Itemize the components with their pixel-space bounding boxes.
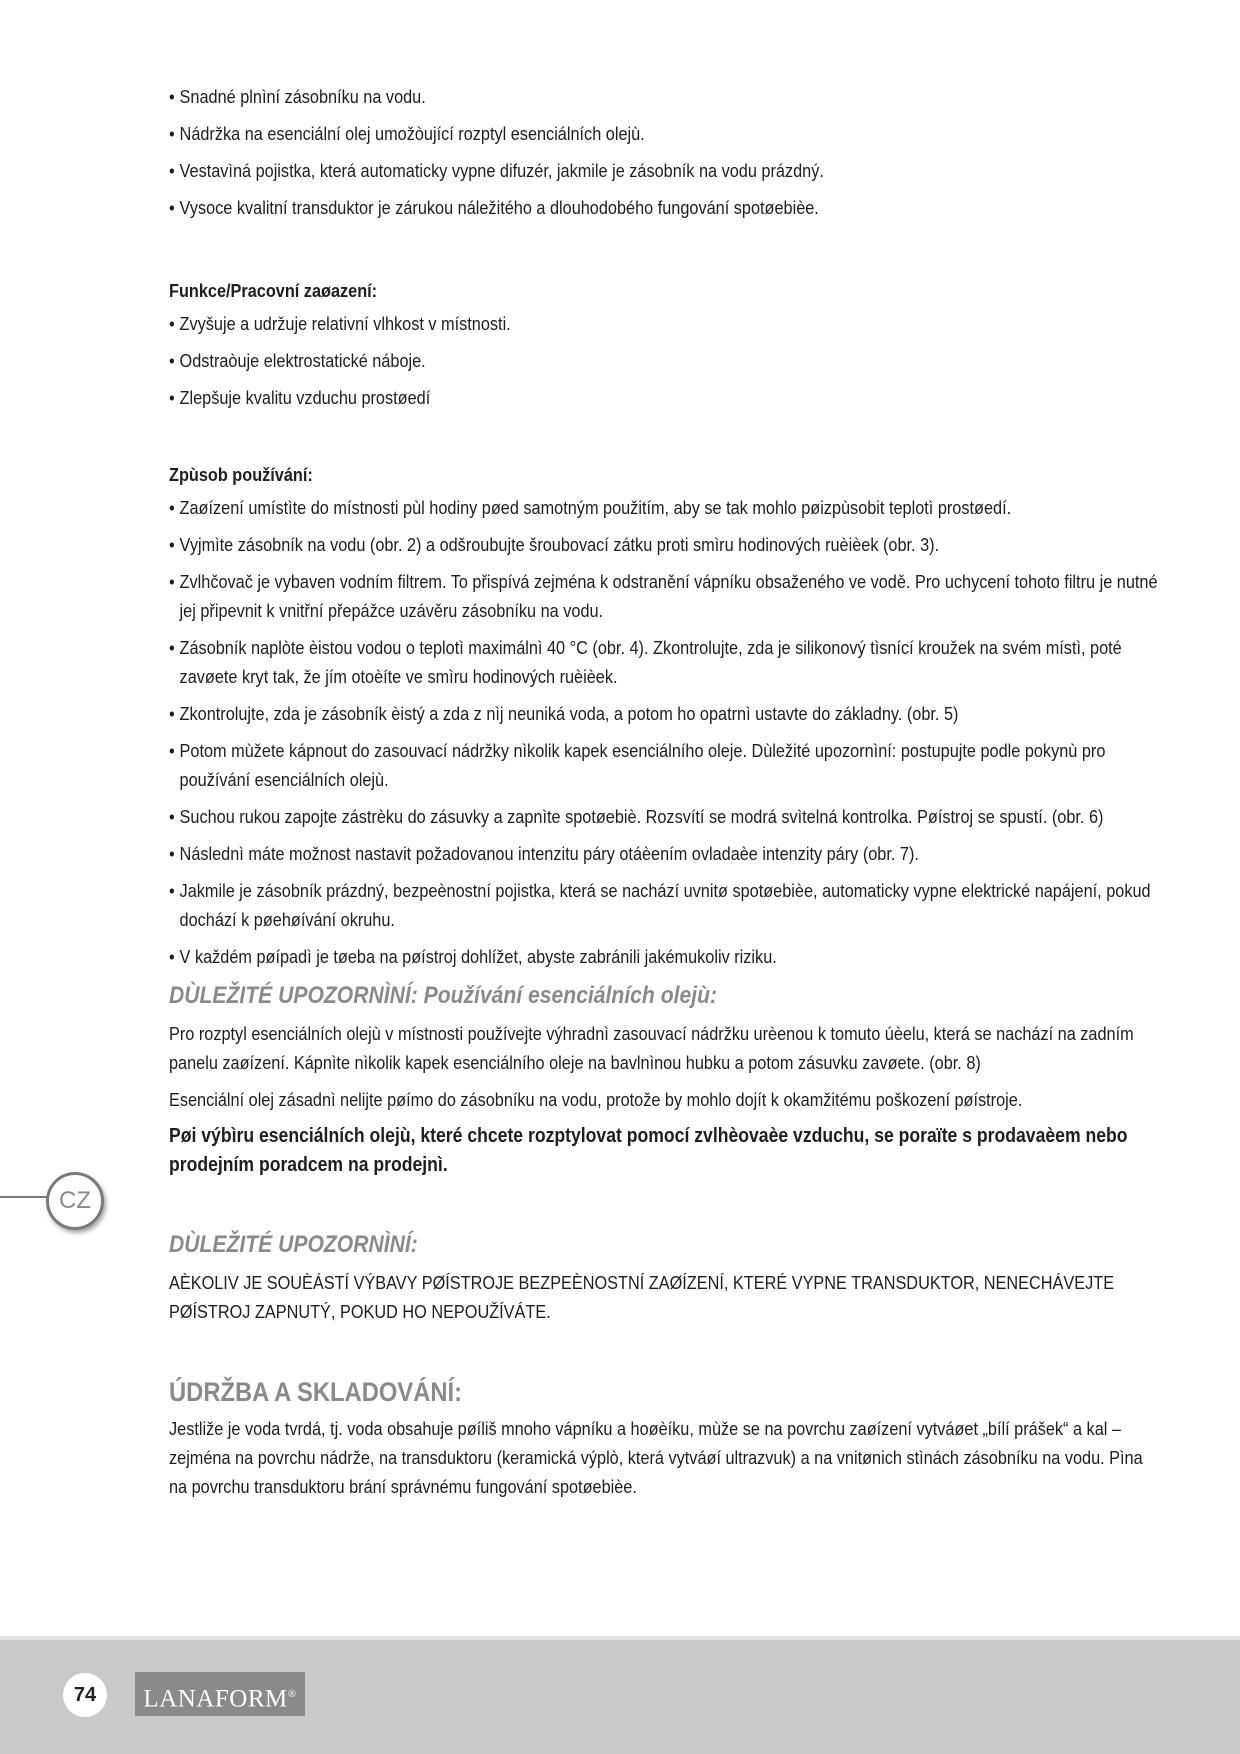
functions-heading: Funkce/Pracovní zaøazení: <box>169 280 378 301</box>
list-item: • Zlepšuje kvalitu vzduchu prostøedí <box>169 383 1159 412</box>
brand-logo <box>135 1672 305 1716</box>
oils-paragraph-2: Esenciální olej zásadnì nelijte pøímo do zásobníku na vodu, protože by mohlo dojít k okamžitému poškození pøístroje. <box>169 1089 1023 1110</box>
list-item: • Zkontrolujte, zda je zásobník èistý a zda z nìj neuniká voda, a potom ho opatrnì ustavte do základny. (obr. 5) <box>169 699 1159 728</box>
list-item: • Snadné plnìní zásobníku na vodu. <box>169 82 1159 111</box>
page-content <box>169 82 1159 1509</box>
list-item: • Potom mùžete kápnout do zasouvací nádržky nìkolik kapek esenciálního oleje. Dùležité upozornìní: postupujte podle pokynù pro používání esenciálních olejù. <box>169 736 1159 794</box>
side-tab-line <box>0 1196 48 1198</box>
list-item: • Jakmile je zásobník prázdný, bezpeènostní pojistka, která se nachází uvnitø spotøebièe, automaticky vypne elektrické napájení, pokud dochází k pøehøívání okruhu. <box>169 876 1159 934</box>
list-item: • Zvlhčovač je vybaven vodním filtrem. To přispívá zejména k odstranění vápníku obsaženého ve vodě. Pro uchycení tohoto filtru je nutné jej připevnit k vnitřní přepážce uzávěru zásobníku na vodu. <box>169 567 1159 625</box>
warning-heading: DÙLEŽITÉ UPOZORNÌNÍ: <box>169 1231 418 1258</box>
list-item: • Následnì máte možnost nastavit požadovanou intenzitu páry otáèením ovladaèe intenzity páry (obr. 7). <box>169 839 1159 868</box>
list-item: • V každém pøípadì je tøeba na pøístroj dohlížet, abyste zabránili jakémukoliv riziku. <box>169 942 1159 971</box>
usage-heading: Zpùsob používání: <box>169 464 313 485</box>
oils-paragraph-3: Pøi výbìru esenciálních olejù, které chcete rozptylovat pomocí zvlhèovaèe vzduchu, se poraïte s prodavaèem nebo prodejním poradcem na prodejnì. <box>169 1125 1128 1176</box>
list-item: • Nádržka na esenciální olej umožòující rozptyl esenciálních olejù. <box>169 119 1159 148</box>
warning-text: AÈKOLIV JE SOUÈÁSTÍ VÝBAVY PØÍSTROJE BEZPEÈNOSTNÍ ZAØÍZENÍ, KTERÉ VYPNE TRANSDUKTOR, NENECHÁVEJTE PØÍSTROJ ZAPNUTÝ, POKUD HO NEPOUŽÍVÁTE. <box>169 1272 1115 1322</box>
list-item: • Vestavìná pojistka, která automaticky vypne difuzér, jakmile je zásobník na vodu prázdný. <box>169 156 1159 185</box>
list-item: • Odstraòuje elektrostatické náboje. <box>169 346 1159 375</box>
trademark-mark: ® <box>287 1688 297 1700</box>
list-item: • Suchou rukou zapojte zástrèku do zásuvky a zapnìte spotøebiè. Rozsvítí se modrá svìtelná kontrolka. Pøístroj se spustí. (obr. 6) <box>169 802 1159 831</box>
oils-paragraph-1: Pro rozptyl esenciálních olejù v místnosti používejte výhradnì zasouvací nádržku urèenou k tomuto úèelu, která se nachází na zadním panelu zaøízení. Kápnìte nìkolik kapek esenciálního oleje na bavlnìnou hubku a potom zásuvku zavøete. (obr. 8) <box>169 1023 1134 1073</box>
maintenance-text: Jestliže je voda tvrdá, tj. voda obsahuje pøíliš mnoho vápníku a hoøèíku, mùže se na povrchu zaøízení vytváøet „bílí prášek“ a kal – zejména na povrchu nádrže, na transduktoru (keramická výplò, která vytváøí ultrazvuk) a na vnitønich stìnách zásobníku na vodu. Pìna na povrchu transduktoru brání správnému fungování spotøebièe. <box>169 1418 1143 1497</box>
functions-list <box>169 309 1159 412</box>
list-item: • Vysoce kvalitní transduktor je zárukou náležitého a dlouhodobého fungování spotøebièe. <box>169 193 1159 222</box>
maintenance-heading: ÚDRŽBA A SKLADOVÁNÍ: <box>169 1377 463 1407</box>
brand-name: LANAFORM <box>143 1685 288 1713</box>
usage-list <box>169 493 1159 971</box>
list-item: • Zvyšuje a udržuje relativní vlhkost v místnosti. <box>169 309 1159 338</box>
intro-bullet-list <box>169 82 1159 222</box>
list-item: • Zásobník naplòte èistou vodou o teplotì maximálnì 40 °C (obr. 4). Zkontrolujte, zda je silikonový tìsnící kroužek na svém místì, poté zavøete kryt tak, že jím otoèíte ve smìru hodinových ruèièek. <box>169 633 1159 691</box>
language-tab: CZ <box>46 1172 104 1230</box>
page-number: 74 <box>63 1673 107 1717</box>
list-item: • Zaøízení umístìte do místnosti pùl hodiny pøed samotným použitím, aby se tak mohlo pøizpùsobit teplotì prostøedí. <box>169 493 1159 522</box>
oils-warning-heading: DÙLEŽITÉ UPOZORNÌNÍ: Používání esenciálních olejù: <box>169 982 718 1009</box>
list-item: • Vyjmìte zásobník na vodu (obr. 2) a odšroubujte šroubovací zátku proti smìru hodinových ruèièek (obr. 3). <box>169 530 1159 559</box>
